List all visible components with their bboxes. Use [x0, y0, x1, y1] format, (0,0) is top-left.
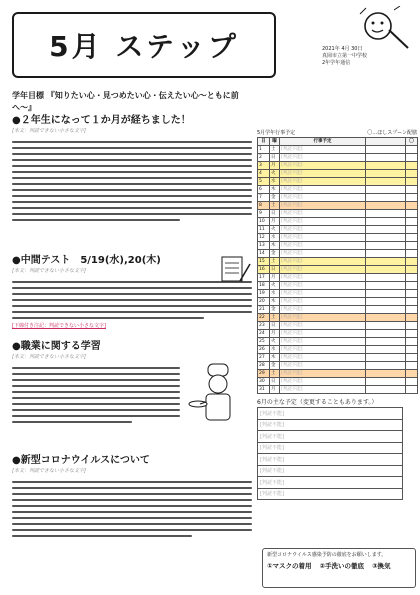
- col-header-extra: [366, 138, 406, 146]
- plan-title: 5月学年行事予定: [257, 130, 296, 136]
- cell-serving: [406, 290, 418, 298]
- cell-serving: [406, 298, 418, 306]
- cell-day: 3: [258, 162, 270, 170]
- cell-weekday: 土: [270, 202, 280, 210]
- cell-weekday: 木: [270, 298, 280, 306]
- cell-weekday: 金: [270, 362, 280, 370]
- schedule-row: [258, 378, 418, 386]
- june-cell: [判読不能]: [258, 454, 403, 466]
- schedule-row: [258, 322, 418, 330]
- cell-serving: [406, 170, 418, 178]
- cell-event: [判読不能]: [280, 178, 366, 186]
- cell-extra: [366, 298, 406, 306]
- cell-serving: [406, 258, 418, 266]
- covid-notice-box: [262, 548, 416, 588]
- cell-extra: [366, 282, 406, 290]
- cell-event: [判読不能]: [280, 258, 366, 266]
- section-body-placeholder: [本文：判読できない小さな文字]: [12, 128, 86, 134]
- cell-event: [判読不能]: [280, 170, 366, 178]
- may-schedule-table: [257, 137, 418, 394]
- cell-serving: [406, 370, 418, 378]
- cell-weekday: 月: [270, 274, 280, 282]
- june-row: [258, 419, 403, 431]
- cell-extra: [366, 178, 406, 186]
- schedule-row: [258, 298, 418, 306]
- june-cell: [判読不能]: [258, 488, 403, 500]
- cell-weekday: 日: [270, 322, 280, 330]
- cell-weekday: 水: [270, 346, 280, 354]
- schedule-row: [258, 162, 418, 170]
- cell-serving: [406, 146, 418, 154]
- cell-weekday: 水: [270, 234, 280, 242]
- cell-extra: [366, 146, 406, 154]
- cell-extra: [366, 154, 406, 162]
- section-heading: ●職業に関する学習: [12, 341, 101, 352]
- schedule-row: [258, 258, 418, 266]
- schedule-row: [258, 170, 418, 178]
- cell-extra: [366, 370, 406, 378]
- schedule-row: [258, 354, 418, 362]
- schedule-row: [258, 210, 418, 218]
- schedule-row: [258, 362, 418, 370]
- june-cell: [判読不能]: [258, 465, 403, 477]
- schedule-row: [258, 330, 418, 338]
- section-heading: ●２年生になって１か月が経ちました！: [12, 115, 191, 126]
- cell-extra: [366, 386, 406, 394]
- cell-weekday: 水: [270, 178, 280, 186]
- cell-event: [判読不能]: [280, 226, 366, 234]
- cell-weekday: 火: [270, 338, 280, 346]
- mark-handwash: ②手洗いの徹底: [319, 562, 365, 570]
- cell-serving: [406, 322, 418, 330]
- section-midterm: [12, 254, 252, 340]
- cell-serving: [406, 378, 418, 386]
- cell-day: 10: [258, 218, 270, 226]
- june-row: [258, 465, 403, 477]
- cell-event: [判読不能]: [280, 282, 366, 290]
- schedule-row: [258, 386, 418, 394]
- june-cell: [判読不能]: [258, 442, 403, 454]
- col-header-day: 日: [258, 138, 270, 146]
- schedule-row: [258, 370, 418, 378]
- cell-event: [判読不能]: [280, 370, 366, 378]
- cell-weekday: 日: [270, 154, 280, 162]
- cell-extra: [366, 338, 406, 346]
- cell-day: 23: [258, 322, 270, 330]
- schedule-row: [258, 266, 418, 274]
- cell-extra: [366, 162, 406, 170]
- cell-event: [判読不能]: [280, 266, 366, 274]
- cell-day: 31: [258, 386, 270, 394]
- col-header-weekday: 曜: [270, 138, 280, 146]
- cell-event: [判読不能]: [280, 330, 366, 338]
- cell-extra: [366, 314, 406, 322]
- article-column: [12, 114, 252, 564]
- cell-day: 1: [258, 146, 270, 154]
- cell-extra: [366, 274, 406, 282]
- cell-event: [判読不能]: [280, 202, 366, 210]
- june-cell: [判読不能]: [258, 419, 403, 431]
- cell-weekday: 火: [270, 282, 280, 290]
- cell-event: [判読不能]: [280, 354, 366, 362]
- cell-weekday: 日: [270, 266, 280, 274]
- cell-day: 4: [258, 170, 270, 178]
- section-heading: ●中間テスト 5/19(水),20(木): [12, 255, 161, 266]
- june-schedule-table: [257, 407, 403, 500]
- schedule-row: [258, 338, 418, 346]
- cell-weekday: 木: [270, 354, 280, 362]
- cell-day: 8: [258, 202, 270, 210]
- cell-weekday: 水: [270, 290, 280, 298]
- cell-event: [判読不能]: [280, 378, 366, 386]
- cell-extra: [366, 354, 406, 362]
- cell-weekday: 土: [270, 258, 280, 266]
- cell-extra: [366, 186, 406, 194]
- cell-day: 5: [258, 178, 270, 186]
- june-caption: 6月の主な予定（変更することもあります。）: [257, 399, 378, 406]
- cell-event: [判読不能]: [280, 154, 366, 162]
- cell-weekday: 金: [270, 250, 280, 258]
- june-row: [258, 408, 403, 420]
- cell-day: 30: [258, 378, 270, 386]
- june-cell: [判読不能]: [258, 431, 403, 443]
- cell-weekday: 土: [270, 370, 280, 378]
- schedule-row: [258, 202, 418, 210]
- cell-serving: [406, 386, 418, 394]
- newsletter-type: 2年学年通信: [322, 60, 351, 66]
- plan-caption: [257, 130, 417, 137]
- cell-event: [判読不能]: [280, 250, 366, 258]
- schedule-row: [258, 290, 418, 298]
- cell-event: [判読不能]: [280, 346, 366, 354]
- cell-extra: [366, 210, 406, 218]
- schedule-row: [258, 234, 418, 242]
- section-covid: [12, 454, 252, 564]
- cell-weekday: 月: [270, 330, 280, 338]
- cell-serving: [406, 154, 418, 162]
- cell-extra: [366, 242, 406, 250]
- cell-serving: [406, 178, 418, 186]
- cell-day: 26: [258, 346, 270, 354]
- issue-info: [322, 46, 416, 67]
- cell-extra: [366, 226, 406, 234]
- cell-day: 15: [258, 258, 270, 266]
- cell-extra: [366, 194, 406, 202]
- cell-day: 2: [258, 154, 270, 162]
- cell-serving: [406, 282, 418, 290]
- cell-event: [判読不能]: [280, 306, 366, 314]
- cell-weekday: 日: [270, 210, 280, 218]
- cell-serving: [406, 210, 418, 218]
- schedule-row: [258, 250, 418, 258]
- exam-paper-illustration: [218, 254, 252, 284]
- cell-weekday: 月: [270, 386, 280, 394]
- newsletter-title: 5月 ステップ: [12, 12, 276, 78]
- cell-weekday: 金: [270, 194, 280, 202]
- cell-day: 12: [258, 234, 270, 242]
- cell-serving: [406, 306, 418, 314]
- cell-serving: [406, 226, 418, 234]
- schedule-row: [258, 314, 418, 322]
- chef-illustration: [188, 362, 248, 428]
- schedule-rows: [258, 146, 418, 394]
- cell-extra: [366, 330, 406, 338]
- cell-extra: [366, 258, 406, 266]
- cell-event: [判読不能]: [280, 186, 366, 194]
- june-row: [258, 477, 403, 489]
- cell-day: 14: [258, 250, 270, 258]
- prevention-marks: [267, 562, 411, 570]
- cell-extra: [366, 290, 406, 298]
- cell-day: 16: [258, 266, 270, 274]
- cell-serving: [406, 218, 418, 226]
- cell-event: [判読不能]: [280, 274, 366, 282]
- cell-extra: [366, 266, 406, 274]
- section-body-placeholder: [本文：判読できない小さな文字]: [12, 468, 86, 474]
- cell-event: [判読不能]: [280, 314, 366, 322]
- cell-serving: [406, 162, 418, 170]
- cell-event: [判読不能]: [280, 194, 366, 202]
- cell-serving: [406, 354, 418, 362]
- cell-weekday: 土: [270, 314, 280, 322]
- grade-goal: 学年目標 『知りたい心・見つめたい心・伝えたい心〜ともに前へ〜』: [12, 91, 239, 112]
- schedule-row: [258, 306, 418, 314]
- cell-event: [判読不能]: [280, 146, 366, 154]
- notice-text: 新型コロナウイルス感染予防の徹底をお願いします。: [267, 552, 387, 558]
- mark-ventilation: ③換気: [372, 562, 391, 570]
- cell-event: [判読不能]: [280, 290, 366, 298]
- cell-day: 22: [258, 314, 270, 322]
- schedule-row: [258, 194, 418, 202]
- schedule-row: [258, 186, 418, 194]
- cell-day: 18: [258, 282, 270, 290]
- cell-day: 9: [258, 210, 270, 218]
- cell-extra: [366, 218, 406, 226]
- cell-serving: [406, 362, 418, 370]
- cell-serving: [406, 314, 418, 322]
- plan-legend: 〇…ほしスプーン配膳: [367, 130, 417, 136]
- schedule-row: [258, 274, 418, 282]
- cell-event: [判読不能]: [280, 210, 366, 218]
- schedule-row: [258, 242, 418, 250]
- cell-extra: [366, 362, 406, 370]
- cell-day: 7: [258, 194, 270, 202]
- cell-event: [判読不能]: [280, 242, 366, 250]
- cell-day: 11: [258, 226, 270, 234]
- june-row: [258, 442, 403, 454]
- cell-day: 19: [258, 290, 270, 298]
- section-body-placeholder: [本文：判読できない小さな文字]: [12, 268, 86, 274]
- schedule-row: [258, 178, 418, 186]
- cell-event: [判読不能]: [280, 162, 366, 170]
- june-row: [258, 454, 403, 466]
- cell-day: 21: [258, 306, 270, 314]
- cell-serving: [406, 194, 418, 202]
- schedule-row: [258, 218, 418, 226]
- cell-event: [判読不能]: [280, 362, 366, 370]
- cell-weekday: 金: [270, 306, 280, 314]
- section-heading: ●新型コロナウイルスについて: [12, 455, 150, 466]
- schedule-row: [258, 226, 418, 234]
- june-cell: [判読不能]: [258, 477, 403, 489]
- mark-mask: ①マスクの着用: [267, 562, 312, 570]
- section-body-placeholder: [本文：判読できない小さな文字]: [12, 354, 86, 360]
- cell-extra: [366, 306, 406, 314]
- cell-extra: [366, 322, 406, 330]
- june-row: [258, 488, 403, 500]
- june-rows: [258, 408, 403, 500]
- cell-serving: [406, 234, 418, 242]
- cell-day: 6: [258, 186, 270, 194]
- cell-weekday: 木: [270, 186, 280, 194]
- cell-day: 13: [258, 242, 270, 250]
- cell-event: [判読不能]: [280, 322, 366, 330]
- cell-serving: [406, 330, 418, 338]
- schedule-row: [258, 282, 418, 290]
- june-cell: [判読不能]: [258, 408, 403, 420]
- cell-day: 28: [258, 362, 270, 370]
- schedule-row: [258, 154, 418, 162]
- june-row: [258, 431, 403, 443]
- cell-event: [判読不能]: [280, 234, 366, 242]
- cell-weekday: 木: [270, 242, 280, 250]
- cell-event: [判読不能]: [280, 338, 366, 346]
- cell-extra: [366, 250, 406, 258]
- cell-serving: [406, 250, 418, 258]
- cell-weekday: 月: [270, 218, 280, 226]
- section-career-learning: [12, 340, 252, 454]
- cell-weekday: 月: [270, 162, 280, 170]
- cell-day: 24: [258, 330, 270, 338]
- col-header-serving: 〇: [406, 138, 418, 146]
- cell-day: 27: [258, 354, 270, 362]
- cell-serving: [406, 186, 418, 194]
- section-one-month: [12, 114, 252, 254]
- cell-weekday: 火: [270, 170, 280, 178]
- cell-serving: [406, 202, 418, 210]
- cell-day: 17: [258, 274, 270, 282]
- cell-extra: [366, 346, 406, 354]
- cell-weekday: 火: [270, 226, 280, 234]
- cell-event: [判読不能]: [280, 386, 366, 394]
- school-name: 真岡市立第一中学校: [322, 53, 368, 59]
- cell-extra: [366, 170, 406, 178]
- schedule-column: [257, 130, 417, 500]
- cell-extra: [366, 378, 406, 386]
- cell-serving: [406, 338, 418, 346]
- cell-day: 29: [258, 370, 270, 378]
- underlined-note-placeholder: [下線付き注記：判読できない小さな文字]: [12, 322, 106, 329]
- schedule-row: [258, 346, 418, 354]
- schedule-row: [258, 146, 418, 154]
- cell-day: 20: [258, 298, 270, 306]
- cell-day: 25: [258, 338, 270, 346]
- col-header-event: 行事予定: [280, 138, 366, 146]
- cell-extra: [366, 202, 406, 210]
- cell-serving: [406, 242, 418, 250]
- cell-weekday: 土: [270, 146, 280, 154]
- cell-serving: [406, 266, 418, 274]
- issue-date: 2021年 4月 30日: [322, 46, 363, 52]
- cell-serving: [406, 346, 418, 354]
- cell-event: [判読不能]: [280, 218, 366, 226]
- cell-event: [判読不能]: [280, 298, 366, 306]
- cell-serving: [406, 274, 418, 282]
- cell-extra: [366, 234, 406, 242]
- cell-weekday: 日: [270, 378, 280, 386]
